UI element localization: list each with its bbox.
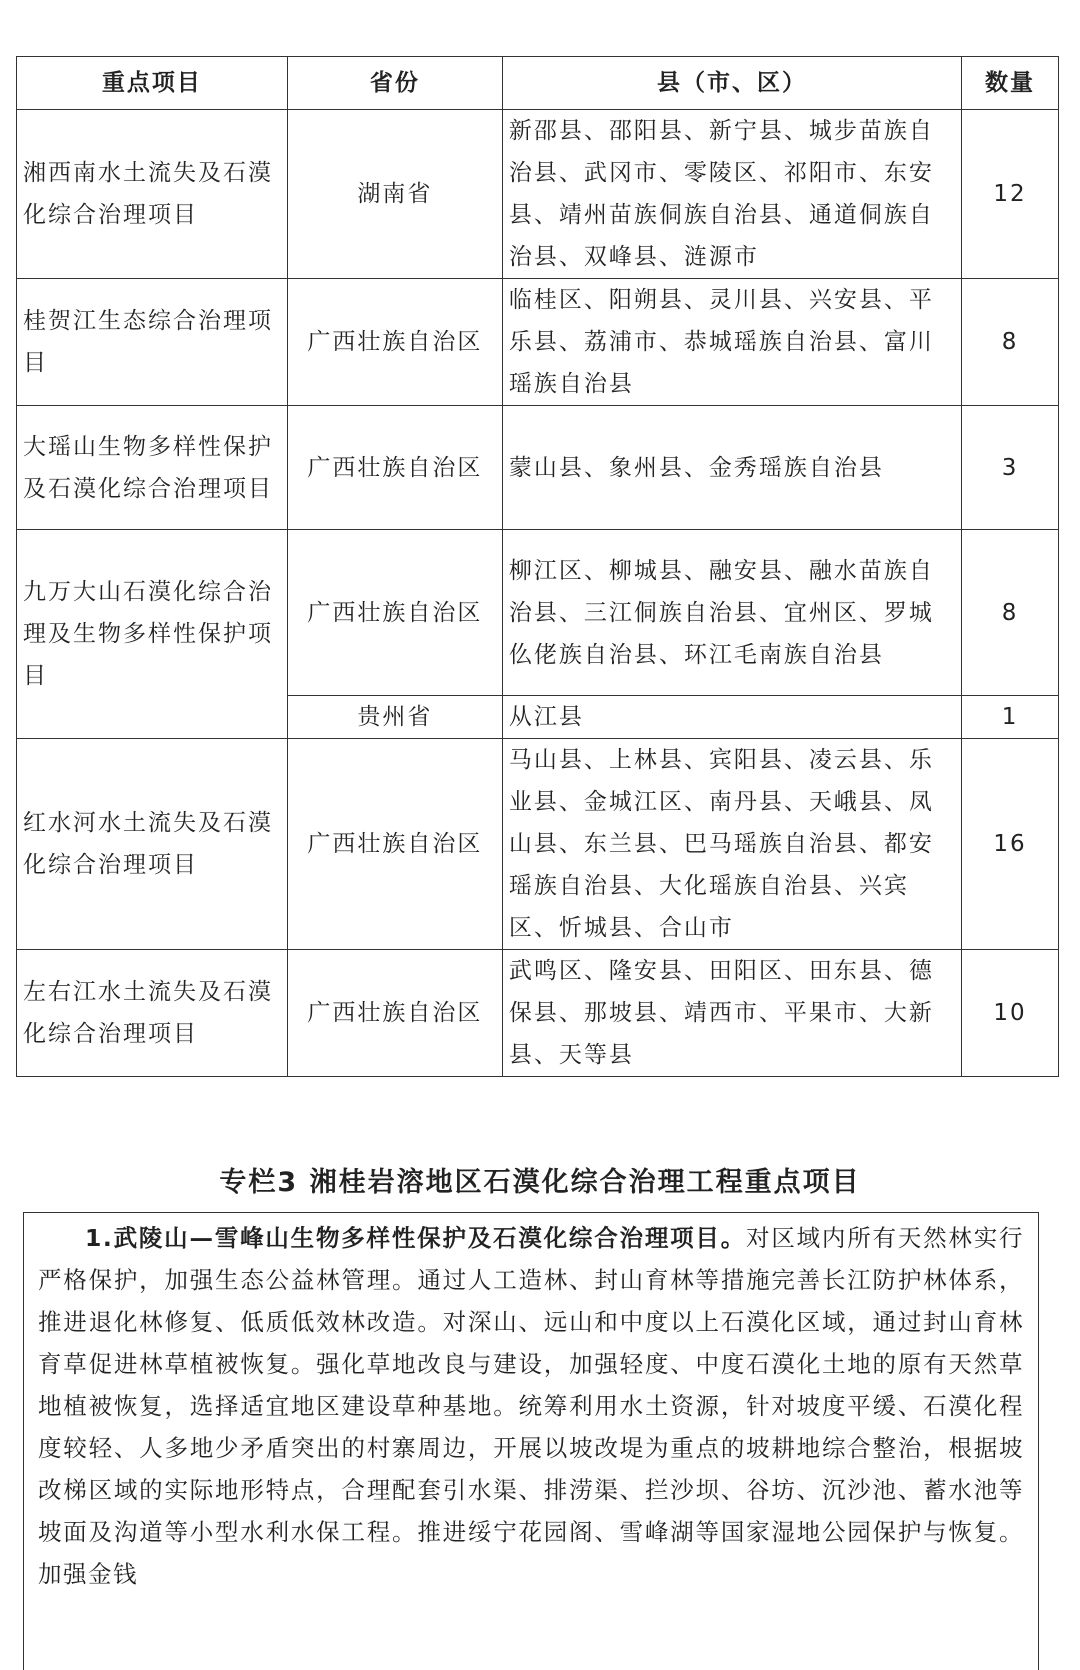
project-name: 左右江水土流失及石漠化综合治理项目: [17, 950, 288, 1077]
column-box: [23, 1212, 1039, 1670]
project-name: 大瑶山生物多样性保护及石漠化综合治理项目: [17, 406, 288, 530]
count: 16: [962, 739, 1059, 950]
province: 广西壮族自治区: [287, 406, 502, 530]
paragraph-lead: 1.武陵山—雪峰山生物多样性保护及石漠化综合治理项目。: [85, 1224, 747, 1252]
count: 3: [962, 406, 1059, 530]
project-name: 九万大山石漠化综合治理及生物多样性保护项目: [17, 530, 288, 739]
table-row: [17, 279, 1059, 406]
counties: 马山县、上林县、宾阳县、凌云县、乐业县、金城江区、南丹县、天峨县、凤山县、东兰县、巴马瑶族自治县、都安瑶族自治县、大化瑶族自治县、兴宾区、忻城县、合山市: [502, 739, 961, 950]
column-box-paragraph: [38, 1217, 1024, 1595]
count: 1: [962, 696, 1059, 739]
counties: 新邵县、邵阳县、新宁县、城步苗族自治县、武冈市、零陵区、祁阳市、东安县、靖州苗族侗族自治县、通道侗族自治县、双峰县、涟源市: [502, 110, 961, 279]
province: 广西壮族自治区: [287, 279, 502, 406]
project-name: 桂贺江生态综合治理项目: [17, 279, 288, 406]
table-header-row: [17, 57, 1059, 110]
province: 广西壮族自治区: [287, 739, 502, 950]
project-name: 湘西南水土流失及石漠化综合治理项目: [17, 110, 288, 279]
table-row: [17, 406, 1059, 530]
table-row: [17, 950, 1059, 1077]
count: 8: [962, 530, 1059, 696]
column-box-title: 专栏3 湘桂岩溶地区石漠化综合治理工程重点项目: [219, 1167, 861, 1198]
counties: 从江县: [502, 696, 961, 739]
table-row: [17, 530, 1059, 696]
province: 湖南省: [287, 110, 502, 279]
header-project: 重点项目: [17, 57, 288, 110]
province: 贵州省: [287, 696, 502, 739]
province: 广西壮族自治区: [287, 950, 502, 1077]
header-province: 省份: [287, 57, 502, 110]
project-name: 红水河水土流失及石漠化综合治理项目: [17, 739, 288, 950]
counties: 柳江区、柳城县、融安县、融水苗族自治县、三江侗族自治县、宜州区、罗城仫佬族自治县、环江毛南族自治县: [502, 530, 961, 696]
counties: 蒙山县、象州县、金秀瑶族自治县: [502, 406, 961, 530]
table-row: [17, 110, 1059, 279]
header-counties: 县（市、区）: [502, 57, 961, 110]
header-count: 数量: [962, 57, 1059, 110]
table-row: [17, 739, 1059, 950]
count: 8: [962, 279, 1059, 406]
key-projects-table: [16, 56, 1059, 1077]
count: 10: [962, 950, 1059, 1077]
count: 12: [962, 110, 1059, 279]
province: 广西壮族自治区: [287, 530, 502, 696]
counties: 临桂区、阳朔县、灵川县、兴安县、平乐县、荔浦市、恭城瑶族自治县、富川瑶族自治县: [502, 279, 961, 406]
counties: 武鸣区、隆安县、田阳区、田东县、德保县、那坡县、靖西市、平果市、大新县、天等县: [502, 950, 961, 1077]
paragraph-body: 对区域内所有天然林实行严格保护，加强生态公益林管理。通过人工造林、封山育林等措施完善长江防护林体系，推进退化林修复、低质低效林改造。对深山、远山和中度以上石漠化区域，通过封山育林育草促进林草植被恢复。强化草地改良与建设，加强轻度、中度石漠化土地的原有天然草地植被恢复，选择适宜地区建设草种基地。统筹利用水土资源，针对坡度平缓、石漠化程度较轻、人多地少矛盾突出的村寨周边，开展以坡改堤为重点的坡耕地综合整治，根据坡改梯区域的实际地形特点，合理配套引水渠、排涝渠、拦沙坝、谷坊、沉沙池、蓄水池等坡面及沟道等小型水利水保工程。推进绥宁花园阁、雪峰湖等国家湿地公园保护与恢复。加强金钱: [38, 1224, 1025, 1588]
